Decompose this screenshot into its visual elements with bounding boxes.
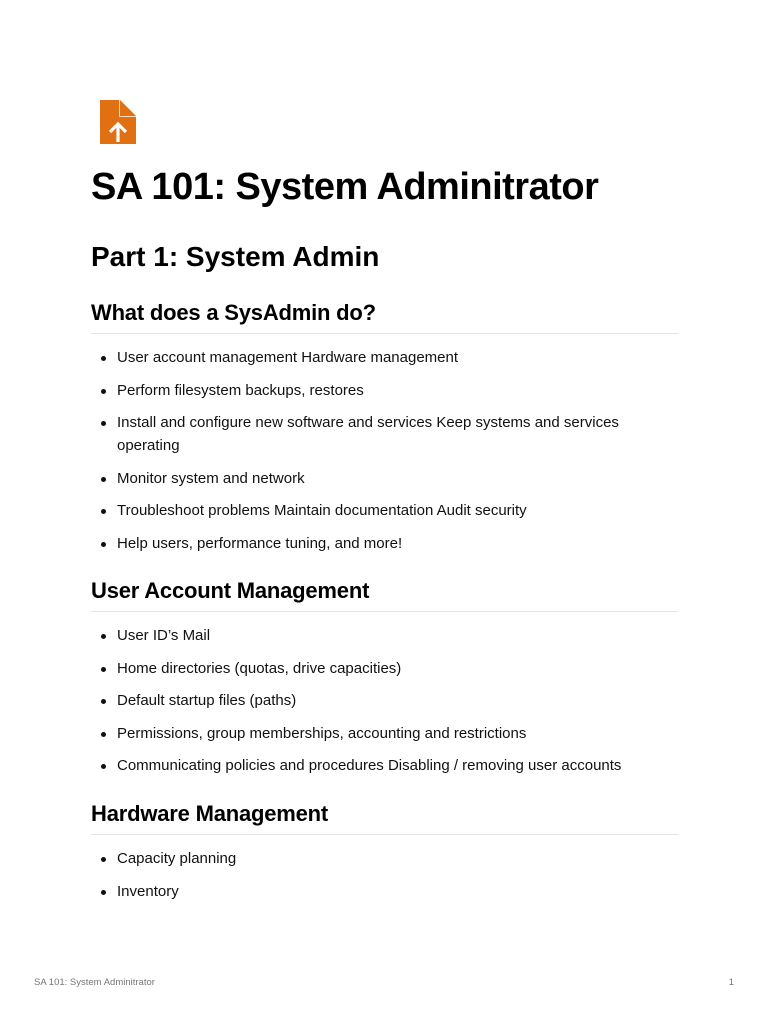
- bullet-list: [91, 847, 678, 903]
- list-item: Default startup files (paths): [91, 689, 678, 712]
- list-item: Help users, performance tuning, and more!: [91, 532, 678, 555]
- list-item: Inventory: [91, 880, 678, 903]
- list-item: Monitor system and network: [91, 467, 678, 490]
- part-heading: Part 1: System Admin: [91, 241, 380, 272]
- bullet-list: [91, 624, 678, 777]
- list-item: Troubleshoot problems Maintain documentation Audit security: [91, 499, 678, 522]
- document-upload-icon: [100, 100, 136, 144]
- list-item: Install and configure new software and services Keep systems and services operating: [91, 411, 678, 457]
- section-heading: Hardware Management: [91, 801, 678, 835]
- section-user-account-management: [91, 578, 678, 787]
- list-item: User ID’s Mail: [91, 624, 678, 647]
- section-hardware-management: [91, 801, 678, 912]
- page-number: 1: [728, 977, 734, 988]
- list-item: Perform filesystem backups, restores: [91, 379, 678, 402]
- bullet-list: [91, 346, 678, 555]
- list-item: Home directories (quotas, drive capacities): [91, 657, 678, 680]
- document-title: SA 101: System Adminitrator: [91, 166, 599, 208]
- footer-title: SA 101: System Adminitrator: [34, 977, 155, 988]
- section-heading: What does a SysAdmin do?: [91, 300, 678, 334]
- list-item: User account management Hardware management: [91, 346, 678, 369]
- list-item: Capacity planning: [91, 847, 678, 870]
- list-item: Communicating policies and procedures Disabling / removing user accounts: [91, 754, 678, 777]
- section-sysadmin-duties: [91, 300, 678, 564]
- list-item: Permissions, group memberships, accounting and restrictions: [91, 722, 678, 745]
- section-heading: User Account Management: [91, 578, 678, 612]
